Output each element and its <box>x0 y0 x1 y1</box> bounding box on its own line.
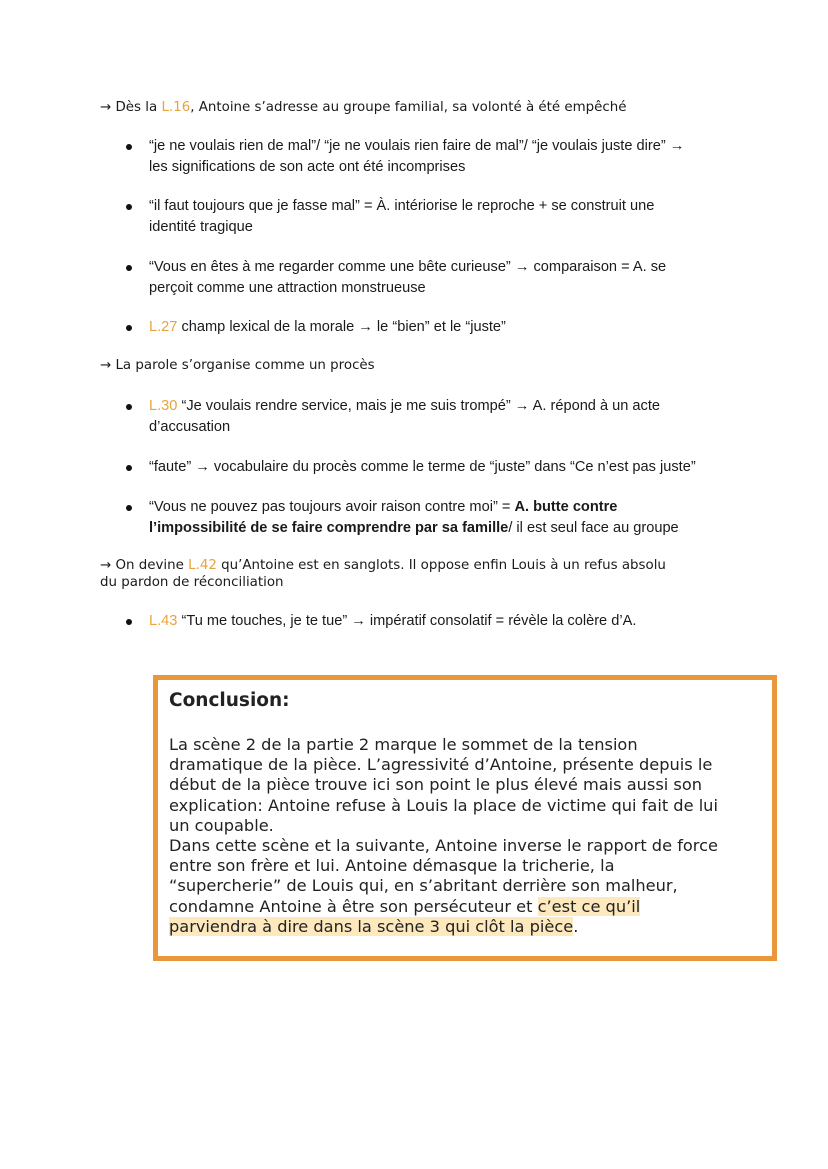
bullet-icon <box>126 204 132 210</box>
list-item: L.30 “Je voulais rendre service, mais je me suis trompé” → A. répond à un acte d’accusation <box>122 396 742 437</box>
line-ref: L.16 <box>161 100 191 115</box>
line-ref: L.42 <box>188 558 217 573</box>
bullet-icon <box>126 325 132 331</box>
list-item: “il faut toujours que je fasse mal” = À. intériorise le reproche + se construit une identité tragique <box>122 196 742 237</box>
line-ref: L.43 <box>149 613 178 629</box>
line-ref: L.27 <box>149 319 178 335</box>
conclusion-title: Conclusion: <box>169 690 290 711</box>
highlight: c’est ce qu’il <box>537 896 641 916</box>
list-item: L.43 “Tu me touches, je te tue” → impératif consolatif = révèle la colère d’A. <box>122 611 742 632</box>
section3-intro-line2: du pardon de réconciliation <box>100 575 284 590</box>
conclusion-body: La scène 2 de la partie 2 marque le sommet de la tension dramatique de la pièce. L’agressivité d’Antoine, présente depuis le début de la pièce trouve ici son point le plus élevé mais aussi son explication: Antoine refuse à Louis la place de victime qui fait de lui un coupable. Dans cette scène et la suivante, Antoine inverse le rapport de force entre son frère et lui. Antoine démasque la tricherie, la “supercherie” de Louis qui, en s’abritant derrière son malheur, condamne Antoine à être son persécuteur et c’est ce qu’il parviendra à dire dans la scène 3 qui clôt la pièce. <box>169 735 718 936</box>
bullet-icon <box>126 265 132 271</box>
bullet-icon <box>126 404 132 410</box>
bullet-icon <box>126 505 132 511</box>
highlight: parviendra à dire dans la scène 3 qui clôt la pièce <box>169 916 574 936</box>
bullet-icon <box>126 144 132 150</box>
list-item: “je ne voulais rien de mal”/ “je ne voulais rien faire de mal”/ “je voulais juste dire” → les significations de son acte ont été incomprises <box>122 136 742 177</box>
conclusion-box <box>153 675 777 961</box>
bullet-icon <box>126 465 132 471</box>
list-item: “Vous ne pouvez pas toujours avoir raison contre moi” = A. butte contre l’impossibilité de se faire comprendre par sa famille/ il est seul face au groupe <box>122 497 742 538</box>
list-item: L.27 champ lexical de la morale → le “bien” et le “juste” <box>122 317 742 338</box>
section2-intro: → La parole s’organise comme un procès <box>100 358 375 373</box>
line-ref: L.30 <box>149 398 178 414</box>
list-item: “faute” → vocabulaire du procès comme le terme de “juste” dans “Ce n’est pas juste” <box>122 457 742 478</box>
bullet-icon <box>126 619 132 625</box>
section1-intro: → Dès la L.16, Antoine s’adresse au groupe familial, sa volonté à été empêché <box>100 100 627 115</box>
section3-intro: → On devine L.42 qu’Antoine est en sanglots. Il oppose enfin Louis à un refus absolu <box>100 558 666 573</box>
list-item: “Vous en êtes à me regarder comme une bête curieuse” → comparaison = A. se perçoit comme une attraction monstrueuse <box>122 257 742 298</box>
